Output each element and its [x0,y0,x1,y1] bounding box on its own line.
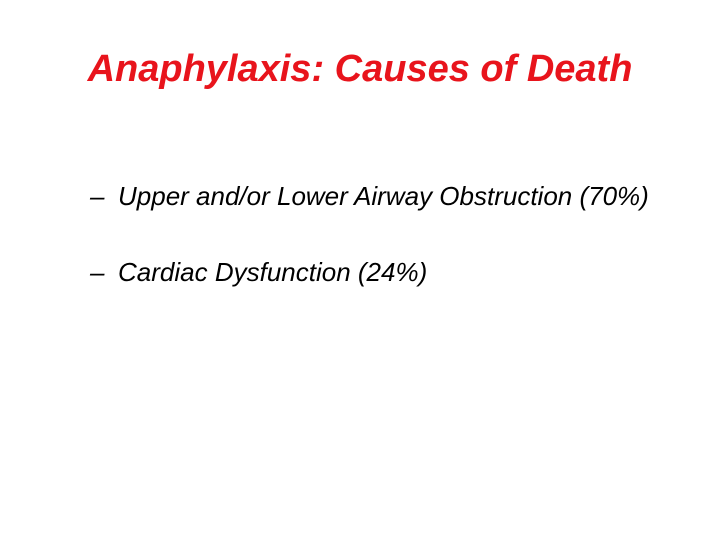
bullet-text-airway: Upper and/or Lower Airway Obstruction (70%) [118,181,649,211]
bullet-dash: – [90,257,105,287]
bullet-item-cardiac [90,254,690,290]
bullet-item-airway [90,178,690,214]
bullet-text-cardiac: Cardiac Dysfunction (24%) [118,257,428,287]
bullet-dash: – [90,181,105,211]
slide-title: Anaphylaxis: Causes of Death [87,48,633,90]
bullet-list [90,178,690,290]
